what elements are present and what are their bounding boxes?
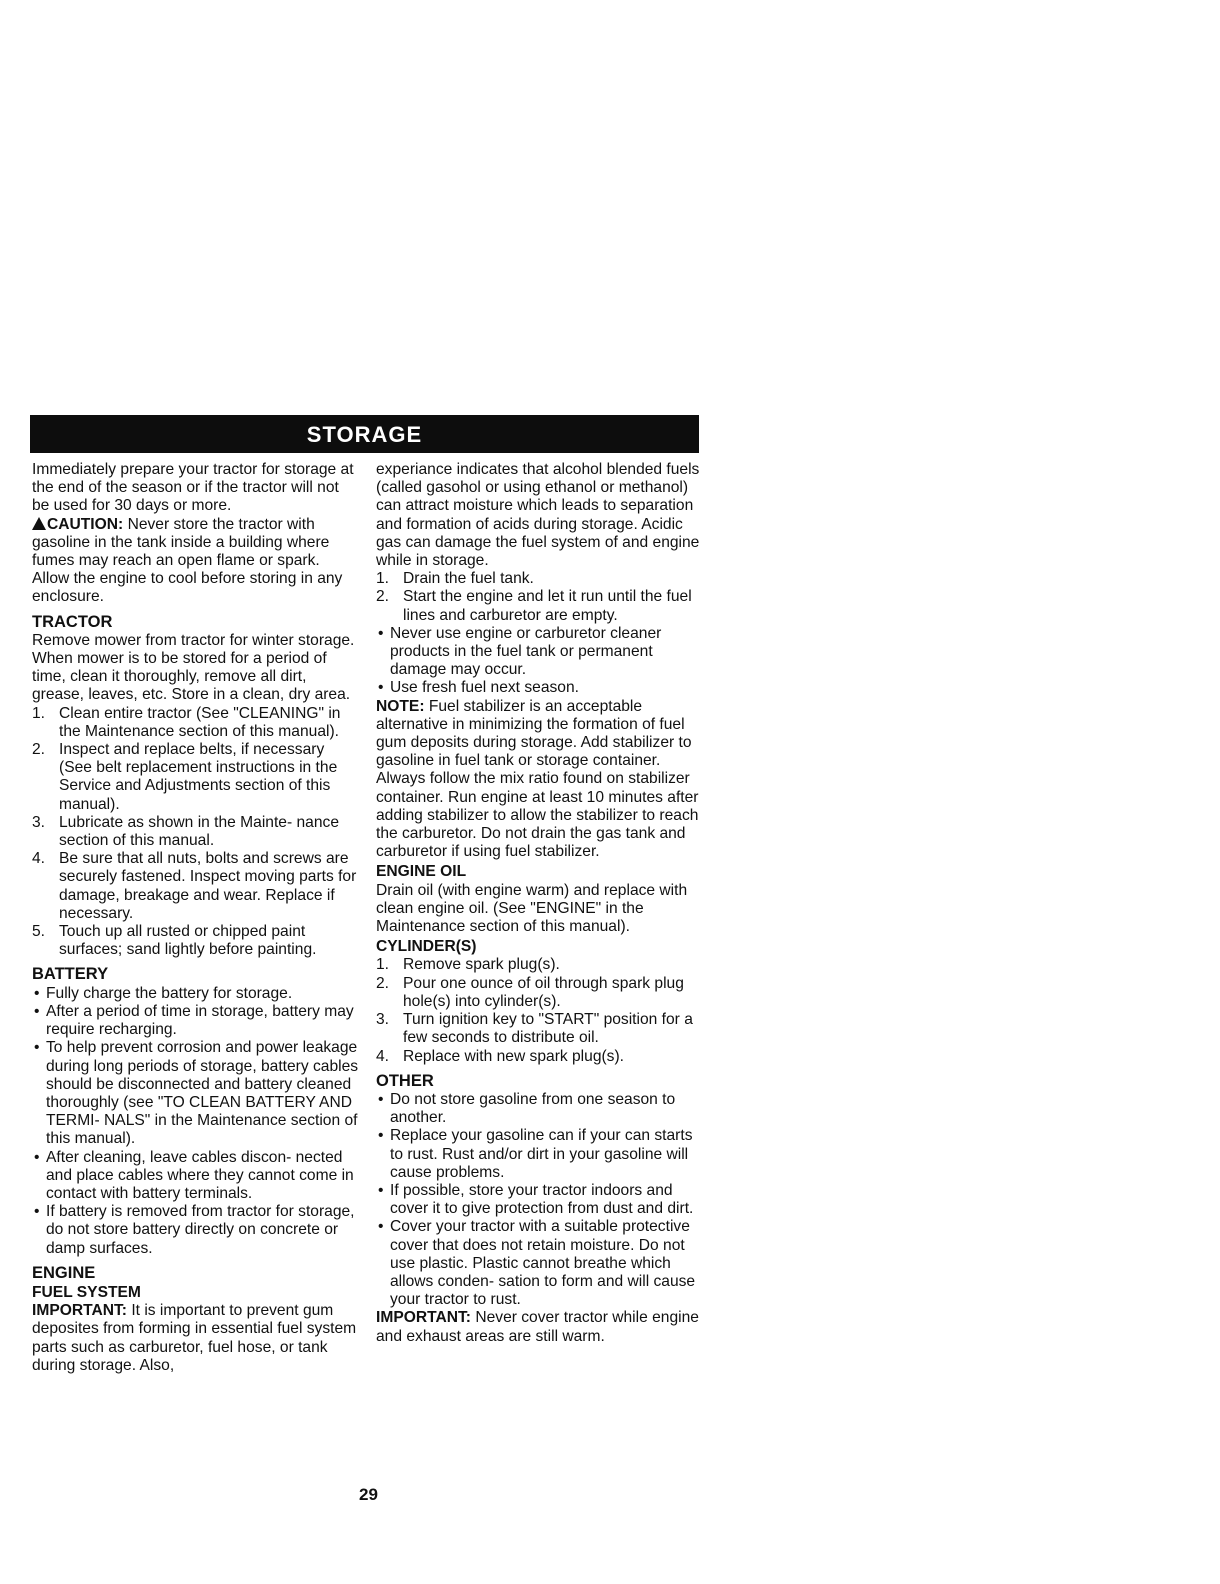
list-item: 2. Inspect and replace belts, if necessary (See belt replacement instructions in the Service and Adjustments section of this manual). (32, 741, 338, 813)
list-item: • Fully charge the battery for storage. (34, 984, 293, 1002)
list-item: 5. Touch up all rusted or chipped paint surfaces; sand lightly before painting. (32, 923, 317, 959)
list-item: 2. Pour one ounce of oil through spark plug hole(s) into cylinder(s). (376, 974, 684, 1010)
cylinders-heading: CYLINDER(S) (376, 938, 477, 956)
tractor-heading: TRACTOR (32, 612, 113, 631)
list-item: 2. Start the engine and let it run until the fuel lines and carburetor are empty. (376, 588, 692, 624)
list-item: • Do not store gasoline from one season to another. (378, 1090, 676, 1127)
engine-oil-paragraph: Drain oil (with engine warm) and replace with clean engine oil. (See "ENGINE" in the Maintenance section of this manual). (376, 881, 688, 936)
list-item: • Cover your tractor with a suitable protective cover that does not retain moisture. Do not use plastic. Plastic cannot breathe which allows conden- sation to form and will cause your tractor to rust. (378, 1218, 696, 1309)
battery-heading: BATTERY (32, 965, 109, 984)
list-item: 3. Turn ignition key to "START" position for a few seconds to distribute oil. (376, 1011, 693, 1047)
tractor-steps (32, 705, 360, 960)
other-heading: OTHER (376, 1071, 434, 1090)
caution-label: CAUTION: (47, 515, 124, 533)
section-banner: STORAGE (30, 415, 699, 453)
fuel-important-paragraph: IMPORTANT: It is important to prevent gum deposites from forming in essential fuel system parts such as carburetor, fuel hose, or tank during storage. Also, (32, 1302, 357, 1374)
final-important-paragraph: IMPORTANT: Never cover tractor while engine and exhaust areas are still warm. (376, 1309, 699, 1345)
other-list (376, 1091, 702, 1309)
list-item: • Replace your gasoline can if your can starts to rust. Rust and/or dirt in your gasoline will cause problems. (378, 1127, 693, 1181)
intro-paragraph: Immediately prepare your tractor for storage at the end of the season or if the tractor will not be used for 30 days or more. (32, 461, 354, 515)
warning-triangle-icon (32, 517, 46, 530)
list-item: • If battery is removed from tractor for storage, do not store battery directly on concrete or damp surfaces. (34, 1203, 355, 1257)
cylinder-steps (376, 956, 702, 1065)
list-item: 3. Lubricate as shown in the Mainte- nance section of this manual. (32, 813, 339, 850)
note-paragraph: NOTE: Fuel stabilizer is an acceptable alternative in minimizing the formation of fuel gum deposits during storage. Add stabilizer to gasoline in fuel tank or storage container. Always follow the mix ratio found on stabilizer container. Run engine at least 10 minutes after adding stabilizer to allow the stabilizer to reach the carburetor. Do not drain the gas tank and carburetor if using fuel stabilizer. (376, 697, 699, 861)
list-item: • Never use engine or carburetor cleaner products in the fuel tank or permanent damage may occur. (378, 624, 662, 679)
left-column (32, 461, 360, 1375)
list-item: 4. Be sure that all nuts, bolts and screws are securely fastened. Inspect moving parts for damage, breakage and wear. Replace if necessary. (32, 850, 357, 922)
caution-paragraph (32, 516, 360, 607)
engine-heading: ENGINE (32, 1263, 96, 1282)
caution-text: Never store the tractor with gasoline in the tank inside a building where fumes may reach an open flame or spark. Allow the engine to cool before storing in any enclosure. (32, 515, 343, 606)
list-item: • If possible, store your tractor indoors and cover it to give protection from dust and dirt. (378, 1181, 694, 1218)
page-number: 29 (359, 1485, 378, 1504)
engine-oil-heading: ENGINE OIL (376, 863, 467, 881)
fuel-system-heading: FUEL SYSTEM (32, 1283, 141, 1301)
list-item: 1. Clean entire tractor (See "CLEANING" in the Maintenance section of this manual). (32, 704, 341, 740)
list-item: • After cleaning, leave cables discon- nected and place cables where they cannot come in contact with battery terminals. (34, 1148, 354, 1202)
tractor-paragraph: Remove mower from tractor for winter storage. When mower is to be stored for a period of time, clean it thoroughly, remove all dirt, grease, leaves, etc. Store in a clean, dry area. (32, 631, 355, 704)
battery-list (32, 985, 360, 1258)
list-item: • Use fresh fuel next season. (378, 679, 579, 697)
fuel-steps (376, 570, 702, 625)
list-item: 1. Remove spark plug(s). (376, 956, 560, 974)
list-item: 4. Replace with new spark plug(s). (376, 1047, 625, 1065)
fuel-continued-paragraph: experiance indicates that alcohol blended fuels (called gasohol or using ethanol or methanol) can attract moisture which leads to separation and formation of acids during storage. Acidic gas can damage the fuel system of and engine while in storage. (376, 461, 700, 570)
fuel-bullets (376, 625, 702, 698)
right-column (376, 461, 702, 1346)
list-item: • To help prevent corrosion and power leakage during long periods of storage, battery cables should be disconnected and battery cleaned thoroughly (see "TO CLEAN BATTERY AND TERMI- NALS" in the Maintenance section of this manual). (34, 1039, 359, 1148)
list-item: • After a period of time in storage, battery may require recharging. (34, 1002, 354, 1039)
list-item: 1. Drain the fuel tank. (376, 570, 534, 588)
